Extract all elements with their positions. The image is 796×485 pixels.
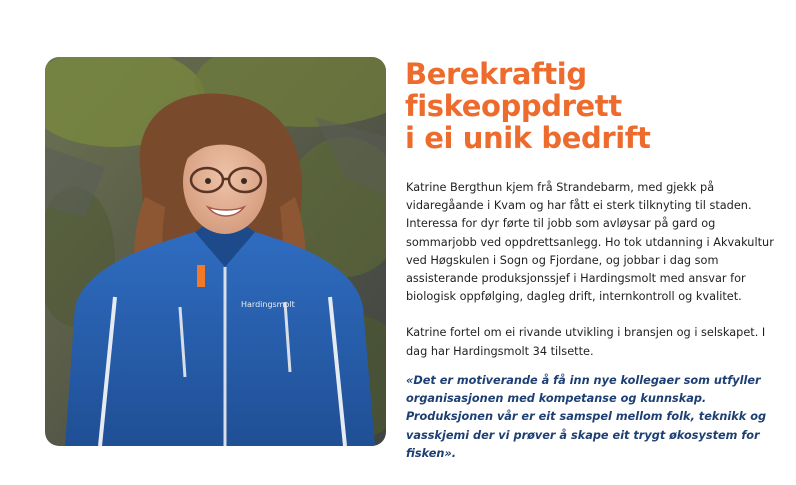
article-title xyxy=(405,58,775,154)
body-paragraph-2: Katrine fortel om ei rivande utvikling i bransjen og i selskapet. I dag har Hardingsmolt 34 tilsette. xyxy=(406,326,766,358)
pull-quote: «Det er motiverande å få inn nye kollegaer som utfyller organisasjonen med kompetanse og kunnskap. Produksjonen vår er eit samspel mellom folk, teknikk og vasskjemi der vi prøver å skape eit trygt økosystem for fisken». xyxy=(406,374,767,460)
title-line-2: fiskeoppdrett xyxy=(405,89,622,123)
body-paragraph-1: Katrine Bergthun kjem frå Strandebarm, med gjekk på vidaregåande i Kvam og har fått ei sterk tilknyting til staden. Interessa for dyr førte til jobb som avløysar på gard og sommarjobb ved oppdrettsanlegg. Ho tok utdanning i Akvakultur ved Høgskulen i Sogn og Fjordane, og jobbar i dag som assisterande produksjonssjef i Hardingsmolt med ansvar for biologisk oppfølging, dagleg drift, internkontroll og kvalitet. xyxy=(406,181,774,304)
title-line-1: Berekraftig xyxy=(405,57,587,91)
article-body xyxy=(406,179,778,361)
portrait-photo xyxy=(45,57,386,446)
portrait-illustration xyxy=(45,57,386,446)
title-line-3: i ei unik bedrift xyxy=(405,121,651,155)
jacket-logo-text: Hardingsmolt xyxy=(241,300,295,309)
